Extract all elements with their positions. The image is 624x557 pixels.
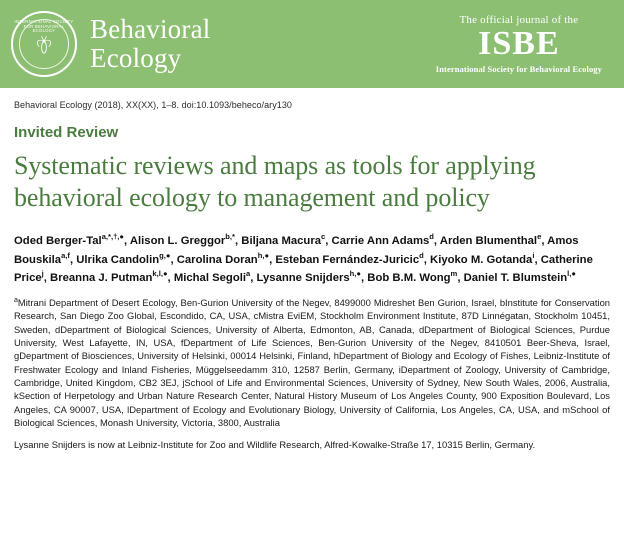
author-affiliation-marker: d	[419, 250, 424, 260]
author-name: Kiyoko M. Gotanda	[430, 253, 533, 266]
article-type-label: Invited Review	[14, 124, 119, 141]
author-name: Alison L. Greggor	[129, 235, 226, 248]
citation-line: Behavioral Ecology (2018), XX(XX), 1–8. doi:10.1093/beheco/ary130	[14, 100, 292, 110]
behavioral-ecology-seal-icon	[11, 11, 77, 77]
author-affiliation-marker: b,*	[225, 232, 235, 242]
author-name: Ulrika Candolin	[76, 253, 160, 266]
author-name: Daniel T. Blumstein	[463, 271, 568, 284]
author-name: Carrie Ann Adams	[331, 235, 430, 248]
author-affiliation-marker: j	[41, 268, 44, 278]
author-name: Biljana Macura	[241, 235, 322, 248]
author-name: Bob B.M. Wong	[367, 271, 451, 284]
author-name: Lysanne Snijders	[256, 271, 350, 284]
author-affiliation-marker: a,*,†,●	[101, 232, 125, 242]
author-affiliation-marker: a	[246, 268, 251, 278]
insect-glyph-icon	[31, 32, 57, 58]
affiliation-first-marker: a	[14, 296, 18, 304]
author-affiliation-marker: e	[537, 232, 542, 242]
author-affiliation-marker: c	[321, 232, 326, 242]
journal-title-line2: Ecology	[90, 43, 182, 73]
journal-title-line1: Behavioral	[90, 13, 211, 44]
author-name: Amos Bouskila	[14, 235, 579, 266]
author-name: Carolina Doran	[176, 253, 258, 266]
author-affiliation-marker: h,●	[349, 268, 362, 278]
author-name: Oded Berger-Tal	[14, 235, 102, 248]
author-name: Michal Segoli	[173, 271, 247, 284]
affiliations-block	[14, 296, 610, 430]
author-name: Arden Blumenthal	[439, 235, 538, 248]
author-affiliation-marker: l,●	[567, 268, 576, 278]
article-header	[0, 88, 624, 452]
author-list: Oded Berger-Tal$^{a,*,\dagger,●}$, Alison L. Greggor$^{b,*}$, Biljana Macura$^c$, Carrie Ann Adams$^d$, Arden Blumenthal$^e$, Amos Bouskila$^{a,f}$, Ulrika Candolin$^{g,●}$, Carolina Doran$^{h,●}$, Esteban Fernández-Juricic$^d$, Kiyoko M. Gotanda$^i$, Catherine Price$^j$, Breanna J. Putman$^{k,l,●}$, Michal Segoli$^a$, Lysanne Snijders$^{h,●}$, Bob B.M. Wong$^m$, Daniel T. Blumstein$^{l,●}$	[14, 232, 593, 284]
author-affiliation-marker: i	[532, 250, 535, 260]
author-affiliation-marker: h,●	[257, 250, 270, 260]
author-affiliation-marker: a,f	[61, 250, 70, 260]
author-affiliation-marker: g,●	[159, 250, 171, 260]
current-address-note: Lysanne Snijders is now at Leibniz-Institute for Zoo and Wildlife Research, Alfred-Kowalke-Straße 17, 10315 Berlin, Germany.	[14, 439, 536, 451]
author-affiliation-marker: d	[429, 232, 434, 242]
affiliations-text: Mitrani Department of Desert Ecology, Ben-Gurion University of the Negev, 8499000 Midreshet Ben Gurion, Israel, bInstitute for Conservation Research, San Diego Zoo Global, Escondido, CA, USA, cMistra EviEM, Stockholm Environment Institute, 87D Linnégatan, Stockholm 10451, Sweden, dDepartment of Biological Sciences, University of Alberta, Edmonton, AB, Canada, dDepartment of Biological Sciences, Purdue University, West Lafayette, IN, USA, fDepartment of Life Sciences, Ben-Gurion University of the Negev, 8410501 Beer-Sheva, Israel, gDepartment of Biosciences, University of Helsinki, 00014 Helsinki, Finland, hDepartment of Biology and Ecology of Fishes, Leibniz-Institute of Freshwater Ecology and Inland Fisheries, Müggelseedamm 310, 12587 Berlin, Germany, iDepartment of Zoology, University of Cambridge, Cambridge, United Kingdom, CB2 3EJ, jSchool of Life and Environmental Sciences, University of Sydney, New South Wales, 2006, Australia, kSection of Herpetology and Urban Nature Research Center, Natural History Museum of Los Angeles County, 900 Exposition Boulevard, Los Angeles, CA 90007, USA, lDepartment of Ecology and Evolutionary Biology, University of California, Los Angeles, CA, USA, and mSchool of Biological Sciences, Monash University, Victoria, 3800, Australia	[14, 296, 610, 429]
author-name: Esteban Fernández-Juricic	[275, 253, 420, 266]
society-acronym: ISBE	[478, 25, 560, 62]
seal-ring-label: INTERNATIONAL SOCIETY FOR BEHAVIORAL ECOLOGY	[14, 19, 74, 34]
logo-container	[0, 11, 82, 77]
author-affiliation-marker: m	[450, 268, 458, 278]
society-block	[436, 14, 624, 74]
author-affiliation-marker: k,l,●	[152, 268, 168, 278]
author-name: Catherine Price	[14, 253, 593, 284]
society-full-name: International Society for Behavioral Ecology	[435, 64, 602, 74]
author-name: Breanna J. Putman	[50, 271, 153, 284]
page-title: Systematic reviews and maps as tools for applying behavioral ecology to management and policy	[14, 151, 536, 212]
journal-title	[82, 15, 210, 73]
society-kicker: The official journal of the	[459, 14, 579, 26]
journal-masthead	[0, 0, 624, 88]
